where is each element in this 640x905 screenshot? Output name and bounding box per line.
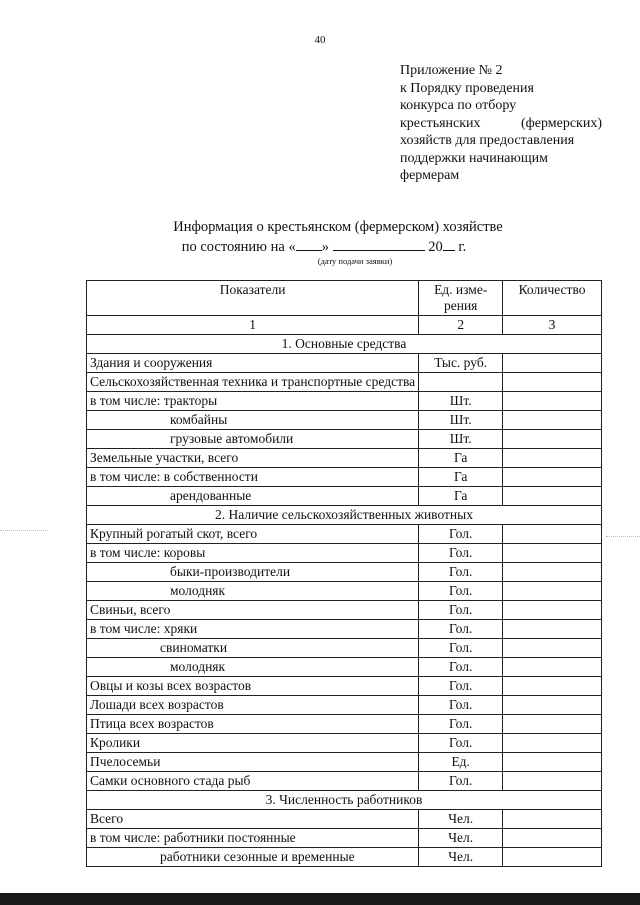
row-quantity-cell[interactable] [503, 373, 602, 392]
row-unit: Гол. [419, 563, 503, 582]
row-label: Сельскохозяйственная техника и транспортные средства [87, 373, 419, 392]
row-unit: Гол. [419, 734, 503, 753]
row-unit: Тыс. руб. [419, 354, 503, 373]
table-row [87, 734, 602, 753]
row-label: Самки основного стада рыб [87, 772, 419, 791]
row-quantity-cell[interactable] [503, 487, 602, 506]
table-row [87, 753, 602, 772]
row-label: Пчелосемьи [87, 753, 419, 772]
header-unit: Ед. изме-рения [419, 281, 503, 316]
appendix-line: конкурса по отбору [400, 98, 517, 113]
row-unit: Гол. [419, 544, 503, 563]
row-unit: Га [419, 449, 503, 468]
table-row [87, 582, 602, 601]
section-row [87, 506, 602, 525]
section-row [87, 791, 602, 810]
table-index-row [87, 316, 602, 335]
row-label: в том числе: в собственности [87, 468, 419, 487]
row-label: Крупный рогатый скот, всего [87, 525, 419, 544]
row-unit: Гол. [419, 620, 503, 639]
row-quantity-cell[interactable] [503, 468, 602, 487]
row-label: комбайны [87, 411, 419, 430]
row-quantity-cell[interactable] [503, 449, 602, 468]
row-quantity-cell[interactable] [503, 658, 602, 677]
document-title [0, 218, 640, 266]
table-row [87, 658, 602, 677]
title-date-suffix: г. [454, 239, 467, 255]
row-label: в том числе: хряки [87, 620, 419, 639]
appendix-line: к Порядку проведения [400, 80, 534, 96]
info-table [86, 280, 602, 867]
row-quantity-cell[interactable] [503, 620, 602, 639]
table-row [87, 563, 602, 582]
row-quantity-cell[interactable] [503, 753, 602, 772]
page-number: 40 [314, 34, 326, 46]
row-quantity-cell[interactable] [503, 601, 602, 620]
row-quantity-cell[interactable] [503, 848, 602, 867]
row-unit: Гол. [419, 677, 503, 696]
row-quantity-cell[interactable] [503, 563, 602, 582]
title-date-prefix: по состоянию на « [181, 239, 296, 255]
row-label: Всего [87, 810, 419, 829]
appendix-line: фермерам [400, 168, 460, 183]
row-quantity-cell[interactable] [503, 810, 602, 829]
row-unit: Ед. [419, 753, 503, 772]
row-label: арендованные [87, 487, 419, 506]
appendix-line: хозяйств для предоставления [400, 133, 575, 148]
row-label: Свиньи, всего [87, 601, 419, 620]
row-label: Лошади всех возрастов [87, 696, 419, 715]
row-quantity-cell[interactable] [503, 430, 602, 449]
table-row [87, 772, 602, 791]
title-date-mid: » [321, 239, 329, 255]
index-col-3: 3 [503, 316, 602, 335]
table-row [87, 544, 602, 563]
row-label: Птица всех возрастов [87, 715, 419, 734]
table-row [87, 829, 602, 848]
table-row [87, 373, 602, 392]
row-label: Здания и сооружения [87, 354, 419, 373]
row-label: Кролики [87, 734, 419, 753]
scan-artifact [606, 536, 640, 538]
header-quantity: Количество [503, 281, 602, 316]
table-row [87, 620, 602, 639]
table-row [87, 430, 602, 449]
row-label: Земельные участки, всего [87, 449, 419, 468]
table-row [87, 392, 602, 411]
scan-artifact [0, 530, 48, 532]
year-blank [443, 236, 455, 251]
row-quantity-cell[interactable] [503, 544, 602, 563]
row-quantity-cell[interactable] [503, 829, 602, 848]
row-quantity-cell[interactable] [503, 354, 602, 373]
appendix-block [400, 62, 602, 185]
appendix-line: поддержки начинающим [400, 150, 548, 166]
header-indicators: Показатели [87, 281, 419, 316]
row-unit: Чел. [419, 810, 503, 829]
table-row [87, 715, 602, 734]
row-label: в том числе: коровы [87, 544, 419, 563]
table-row [87, 487, 602, 506]
row-unit: Чел. [419, 829, 503, 848]
row-quantity-cell[interactable] [503, 696, 602, 715]
row-unit [419, 373, 503, 392]
section-title: 2. Наличие сельскохозяйственных животных [87, 506, 602, 525]
row-quantity-cell[interactable] [503, 582, 602, 601]
row-unit: Чел. [419, 848, 503, 867]
title-line-1: Информация о крестьянском (фермерском) хозяйстве [173, 219, 503, 235]
row-label: молодняк [87, 582, 419, 601]
row-quantity-cell[interactable] [503, 715, 602, 734]
row-unit: Га [419, 487, 503, 506]
row-quantity-cell[interactable] [503, 639, 602, 658]
row-quantity-cell[interactable] [503, 772, 602, 791]
date-hint: (дату подачи заявки) [317, 256, 393, 266]
table-row [87, 848, 602, 867]
table-header-row [87, 281, 602, 316]
row-unit: Гол. [419, 525, 503, 544]
index-col-2: 2 [419, 316, 503, 335]
row-label: свиноматки [87, 639, 419, 658]
table-row [87, 468, 602, 487]
row-label: быки-производители [87, 563, 419, 582]
row-quantity-cell[interactable] [503, 392, 602, 411]
row-label: работники сезонные и временные [87, 848, 419, 867]
row-label: в том числе: тракторы [87, 392, 419, 411]
appendix-word: (фермерских) [521, 115, 602, 131]
row-quantity-cell[interactable] [503, 734, 602, 753]
row-label: Овцы и козы всех возрастов [87, 677, 419, 696]
scan-edge [0, 893, 640, 905]
row-unit: Гол. [419, 696, 503, 715]
section-title: 3. Численность работников [87, 791, 602, 810]
appendix-justified-line [400, 115, 602, 133]
row-unit: Шт. [419, 430, 503, 449]
table-row [87, 677, 602, 696]
section-title: 1. Основные средства [87, 335, 602, 354]
row-quantity-cell[interactable] [503, 677, 602, 696]
table-row [87, 411, 602, 430]
table-row [87, 449, 602, 468]
row-unit: Гол. [419, 582, 503, 601]
day-blank [296, 236, 322, 251]
table-row [87, 354, 602, 373]
table-row [87, 601, 602, 620]
appendix-word: крестьянских [400, 115, 481, 131]
row-label: грузовые автомобили [87, 430, 419, 449]
title-line-2 [0, 236, 640, 256]
appendix-line: Приложение № 2 [400, 63, 503, 78]
title-year-prefix: 20 [428, 239, 443, 255]
row-label: в том числе: работники постоянные [87, 829, 419, 848]
table-row [87, 639, 602, 658]
section-row [87, 335, 602, 354]
table-row [87, 810, 602, 829]
row-unit: Гол. [419, 715, 503, 734]
row-unit: Гол. [419, 601, 503, 620]
row-quantity-cell[interactable] [503, 411, 602, 430]
row-unit: Шт. [419, 392, 503, 411]
row-unit: Гол. [419, 772, 503, 791]
row-unit: Га [419, 468, 503, 487]
row-quantity-cell[interactable] [503, 525, 602, 544]
row-unit: Шт. [419, 411, 503, 430]
index-col-1: 1 [87, 316, 419, 335]
row-unit: Гол. [419, 639, 503, 658]
table-row [87, 696, 602, 715]
month-blank [333, 236, 425, 251]
row-label: молодняк [87, 658, 419, 677]
row-unit: Гол. [419, 658, 503, 677]
table-row [87, 525, 602, 544]
